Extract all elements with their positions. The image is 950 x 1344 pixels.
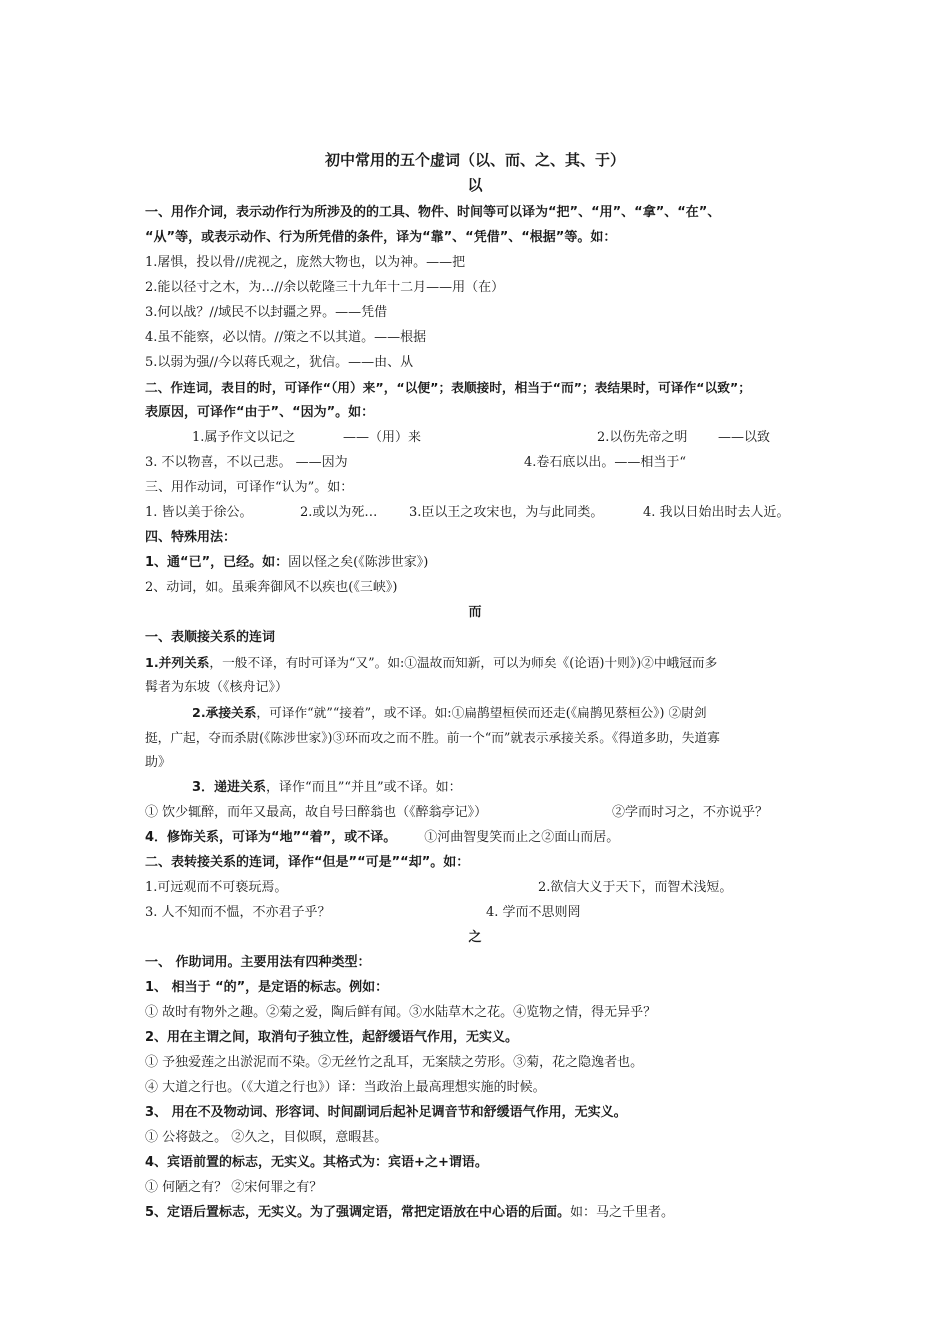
er-s2-example-d: 4. 学而不思则罔 (486, 905, 581, 920)
yi-s2-example-a-note: ——（用）来 (343, 430, 422, 445)
er-p2-line2: 挺，广起，夺而杀尉(《陈涉世家》)③环而攻之而不胜。前一个“而”就表示承接关系。《得道多助，失道寡 (145, 730, 720, 745)
yi-s2-example-a: 1.属予作文以记之 (192, 430, 296, 445)
er-s2-example-b: 2.欲信大义于天下，而智术浅短。 (538, 880, 733, 895)
yi-s4-item-2: 2、动词，如。虽乘奔御风不以疾也(《三峡》) (145, 580, 398, 595)
yi-s3-example-a: 1. 皆以美于徐公。 (145, 505, 253, 520)
yi-s4-item-1 (145, 555, 825, 571)
er-s2-example-c: 3. 人不知而不愠，不亦君子乎？ (145, 905, 331, 920)
zhi-type3-heading: 3、 用在不及物动词、形容词、时间副词后起补足调音节和舒缓语气作用，无实义。 (145, 1105, 627, 1120)
section-heading-er: 而 (468, 605, 482, 620)
zhi-s1-heading: 一、 作助词用。主要用法有四种类型： (145, 955, 371, 970)
zhi-type1-examples: ① 故时有物外之趣。②菊之爱，陶后鲜有闻。③水陆草木之花。④览物之情，得无异乎？ (145, 1005, 657, 1020)
er-p4-text: ①河曲智叟笑而止之②面山而居。 (424, 830, 620, 845)
section-heading-zhi: 之 (468, 930, 482, 945)
zhi-type5-example: 如：马之千里者。 (570, 1205, 675, 1220)
yi-s1-line2: “从”等，或表示动作、行为所凭借的条件，译为“靠”、“凭借”、“根据”等。如： (145, 230, 617, 245)
zhi-type5-line (145, 1205, 825, 1221)
er-p1-text: ，一般不译，有时可译为“又”。如:①温故而知新，可以为师矣《(论语)十则》)②中峨冠而多 (209, 655, 718, 670)
yi-s2-line1: 二、作连词，表目的时，可译作“（用）来”，“以便”；表顺接时，相当于“而”；表结果时，可译作“以致”； (145, 380, 751, 395)
zhi-type2-examples-1: ① 予独爱莲之出淤泥而不染。②无丝竹之乱耳，无案牍之劳形。③菊，花之隐逸者也。 (145, 1055, 644, 1070)
yi-s1-item: 4.虽不能察，必以情。//策之不以其道。——根据 (145, 330, 427, 345)
er-p4-line (145, 830, 825, 846)
er-p3-text: ，译作“而且”“并且”或不译。如： (266, 780, 462, 795)
yi-s3-example-c: 3.臣以王之攻宋也，为与此同类。 (409, 505, 604, 520)
yi-s4-item-1-bold: 1、通“已”，已经。如： (145, 555, 289, 570)
er-p1-label: 1.并列关系 (145, 655, 210, 670)
yi-s3-example-d: 4. 我以日始出时去人近。 (643, 505, 790, 520)
er-p1-line2: 髯者为东坡（《核舟记》） (145, 680, 289, 695)
er-p2-label: 2.承接关系 (192, 705, 257, 720)
zhi-type5-heading: 5、定语后置标志，无实义。为了强调定语，常把定语放在中心语的后面。 (145, 1205, 571, 1220)
zhi-type1-heading: 1、 相当于 “的”，是定语的标志。例如： (145, 980, 389, 995)
document-title: 初中常用的五个虚词（以、而、之、其、于） (324, 151, 625, 169)
er-p2-text: ，可译作“就”“接着”，或不译。如:①扁鹊望桓侯而还走(《扁鹊见蔡桓公》) ②尉剑 (256, 705, 707, 720)
yi-s1-line1: 一、用作介词，表示动作行为所涉及的的工具、物件、时间等可以译为“把”、“用”、“拿”、“在”、 (145, 205, 721, 220)
er-p3-line1 (192, 780, 462, 796)
yi-s1-item: 1.屠惧，投以骨//虎视之，庞然大物也，以为神。——把 (145, 255, 466, 270)
yi-s2-line2: 表原因，可译作“由于”、“因为”。如： (145, 405, 375, 420)
yi-s4-item-1-rest: 固以怪之矣(《陈涉世家》) (288, 555, 429, 570)
er-p1-line1 (145, 655, 825, 671)
yi-s2-example-c: 3. 不以物喜，不以己悲。 ——因为 (145, 455, 348, 470)
zhi-type2-examples-2: ④ 大道之行也。（《大道之行也》）译：当政治上最高理想实施的时候。 (145, 1080, 546, 1095)
er-p3-example-b: ②学而时习之，不亦说乎？ (612, 805, 769, 820)
er-p3-example-a: ① 饮少辄醉，而年又最高，故自号曰醉翁也（《醉翁亭记》） (145, 805, 488, 820)
yi-s4-heading: 四、特殊用法： (145, 530, 237, 545)
er-s2-heading: 二、表转接关系的连词，译作“但是”“可是”“却”。如： (145, 855, 470, 870)
yi-s3-heading: 三、用作动词，可译作“认为”。如： (145, 480, 354, 495)
er-s2-example-a: 1.可远观而不可亵玩焉。 (145, 880, 288, 895)
er-p4-label: 4．修饰关系，可译为“地”“着”，或不译。 (145, 830, 397, 845)
yi-s1-item: 5.以弱为强//今以蒋氏观之，犹信。——由、从 (145, 355, 414, 370)
er-s1-heading: 一、表顺接关系的连词 (145, 630, 276, 645)
er-p2-line1 (192, 705, 832, 721)
section-heading-yi: 以 (467, 176, 483, 194)
yi-s1-item: 2.能以径寸之木，为…//余以乾隆三十九年十二月——用（在） (145, 280, 505, 295)
er-p2-line3: 助》 (145, 755, 172, 770)
yi-s2-example-d: 4.卷石底以出。——相当于“ (524, 455, 687, 470)
yi-s2-example-b-note: ——以致 (718, 430, 771, 445)
yi-s1-item: 3.何以战？//域民不以封疆之界。——凭借 (145, 305, 388, 320)
zhi-type4-heading: 4、宾语前置的标志，无实义。其格式为：宾语+之+谓语。 (145, 1155, 488, 1170)
er-p3-label: 3．递进关系 (192, 780, 267, 795)
yi-s3-example-b: 2.或以为死… (300, 505, 378, 520)
zhi-type2-heading: 2、用在主谓之间，取消句子独立性，起舒缓语气作用，无实义。 (145, 1030, 519, 1045)
yi-s2-example-b: 2.以伤先帝之明 (597, 430, 688, 445)
zhi-type3-examples: ① 公将鼓之。 ②久之，目似暝，意暇甚。 (145, 1130, 388, 1145)
zhi-type4-examples: ① 何陋之有？ ②宋何罪之有？ (145, 1180, 323, 1195)
